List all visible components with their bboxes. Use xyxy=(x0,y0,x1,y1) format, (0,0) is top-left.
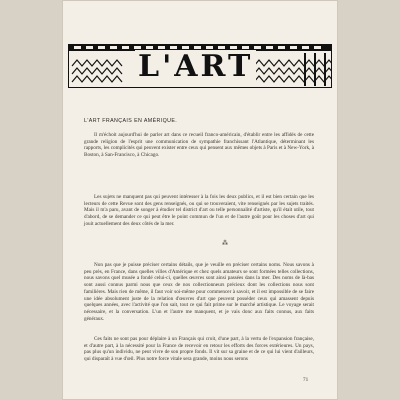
banner-title: L'ART xyxy=(135,50,256,84)
header-banner xyxy=(68,44,332,88)
page-number: 71 xyxy=(303,377,309,383)
article-title: L'ART FRANÇAIS EN AMÉRIQUE. xyxy=(84,118,178,124)
section-asterism: ⁂ xyxy=(222,241,228,247)
article-paragraph: Les sujets ne manquent pas qui peuvent intéresser à la fois les deux publics, et il est bien certain que les lecteurs de cette Revue sont des gens renseignés, ou qui se trouveraient, vite renseignés par les sujets traités. Mais il m'a paru, avant de songer à étudier tel district d'art ou telle personnalité d'artiste, qu'il était utile, tout d'abord, de se demander ce qui peut être le point commun de l'un et de l'autre goût pour les choses d'art qui jouit actuellement des deux côtés de la mer. xyxy=(84,194,314,227)
article-paragraph: Non pas que je puisse préciser certains détails, que je veuille en préciser certains noms. Nous savons à peu près, en France, dans quelles villes d'Amérique et chez quels amateurs se sont formées telles collections, nous savons quel musée a fondé celui-ci, quelles œuvres sont ainsi passées dans la mer. Des noms de là-bas sont aussi connus parmi nous que ceux de nos collectionneurs précieux dont les collections nous sont familières. Mais rien de même, il faut voir soi-même pour commencer à savoir, et il est impossible de se faire une idée absolument juste de la relation d'œuvres d'art que peuvent posséder ceux qui amassent depuis quelques années, avec l'activité que l'on sait, tout ce qui fait prime sur le marché artistique. Le voyage serait nécessaire, et la conversation. L'un et l'autre me manquent, et je vais donc aux faits connus, aux faits généraux. xyxy=(84,262,314,322)
page xyxy=(62,0,338,400)
article-paragraph: Il m'échoit aujourd'hui de parler art dans ce recueil franco-américain, d'établir entre les affidés de cette grande religion de l'esprit une communication de sympathie franchissant l'Atlantique, déterminant les rapports, les complicités qui peuvent exister entre ceux qui pensent aux mêmes objets à Paris et à New-York, à Boston, à San-Francisco, à Chicago. xyxy=(84,132,314,159)
article-paragraph: Ces faits ne sont pas pour déplaire à un Français qui croit, d'une part, à la vertu de l'expansion française, et d'autre part, à la nécessité pour la France de recevoir en retour les efforts des forces extérieures. Un pays, pas plus qu'un individu, ne peut vivre de son propre fonds. Il vit sur sa graine et de ce qui lui vient d'ailleurs, qui disparaît à vue d'œil. Plus notre force vitale sera grande, moins nous serons xyxy=(84,336,314,363)
